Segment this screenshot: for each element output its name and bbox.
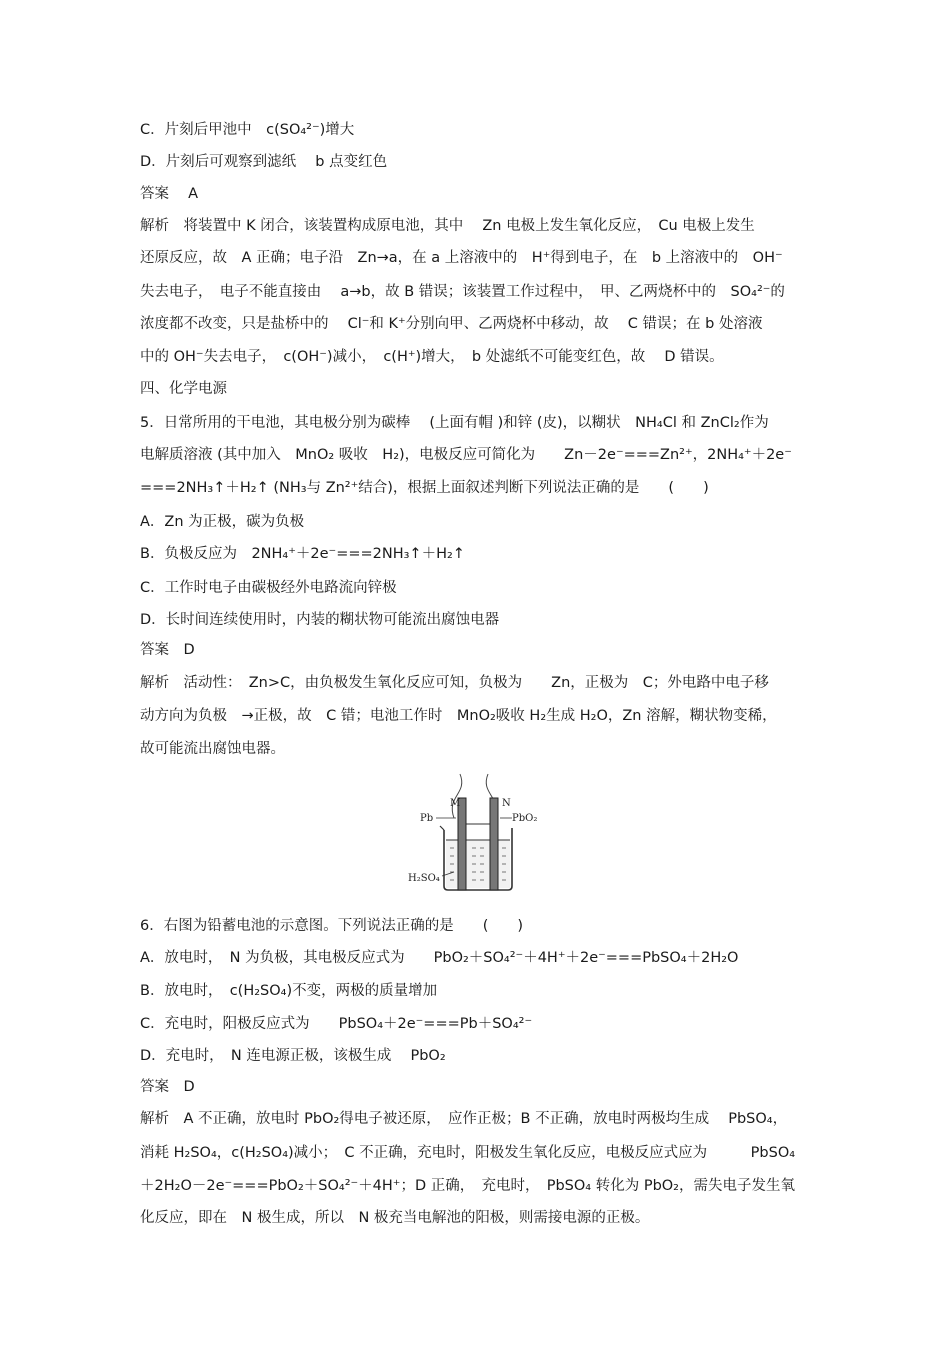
option-c-q5: C．工作时电子由碳极经外电路流向锌极 <box>140 580 397 596</box>
label-pb: Pb <box>420 813 434 824</box>
explanation-q5-line2: 动方向为负极 →正极，故 C 错；电池工作时 MnO₂吸收 H₂生成 H₂O，Zn 溶解，糊状物变稀， <box>140 708 777 724</box>
option-c-q4: C．片刻后甲池中 c(SO₄²⁻)增大 <box>140 122 355 138</box>
explanation-q4-line3: 失去电子， 电子不能直接由 a→b，故 B 错误；该装置工作过程中， 甲、乙两烧杯中的 SO₄²⁻的 <box>140 284 785 300</box>
question-5-line1: 5．日常所用的干电池，其电极分别为碳棒 (上面有帽 )和锌 (皮)，以糊状 NH₄Cl 和 ZnCl₂作为 <box>140 415 769 431</box>
electrolyte <box>446 840 510 888</box>
option-d-q6: D．充电时， N 连电源正极，该极生成 PbO₂ <box>140 1048 446 1064</box>
option-d-q5: D．长时间连续使用时，内装的糊状物可能流出腐蚀电器 <box>140 612 500 628</box>
question-5-line3: ===2NH₃↑＋H₂↑ (NH₃与 Zn²⁺结合)，根据上面叙述判断下列说法正确的是 ( ) <box>140 480 709 496</box>
explanation-q5-line1: 解析 活动性： Zn>C，由负极发生氧化反应可知，负极为 Zn，正极为 C；外电路中电子移 <box>140 675 769 691</box>
label-pbo2: PbO₂ <box>512 813 538 824</box>
option-d-q4: D．片刻后可观察到滤纸 b 点变红色 <box>140 154 388 170</box>
explanation-q4-line5: 中的 OH⁻失去电子， c(OH⁻)减小， c(H⁺)增大， b 处滤纸不可能变红色，故 D 错误。 <box>140 349 724 365</box>
label-n: N <box>502 798 511 809</box>
explanation-q6-line1: 解析 A 不正确，放电时 PbO₂得电子被还原， 应作正极；B 不正确，放电时两极均生成 PbSO₄， <box>140 1111 788 1127</box>
answer-q6: 答案 D <box>140 1079 195 1095</box>
option-a-q6: A．放电时， N 为负极，其电极反应式为 PbO₂＋SO₄²⁻＋4H⁺＋2e⁻===PbSO₄＋2H₂O <box>140 950 739 966</box>
explanation-q6-line4: 化反应，即在 N 极生成，所以 N 极充当电解池的阳极，则需接电源的正极。 <box>140 1210 650 1226</box>
answer-q5: 答案 D <box>140 642 195 658</box>
explanation-q4-line1: 解析 将装置中 K 闭合，该装置构成原电池，其中 Zn 电极上发生氧化反应， Cu 电极上发生 <box>140 218 755 234</box>
answer-q4: 答案 A <box>140 186 199 202</box>
option-c-q6: C．充电时，阳极反应式为 PbSO₄＋2e⁻===Pb＋SO₄²⁻ <box>140 1016 533 1032</box>
question-5-line2: 电解质溶液 (其中加入 MnO₂ 吸收 H₂)，电极反应可简化为 Zn－2e⁻===Zn²⁺，2NH₄⁺＋2e⁻ <box>140 447 792 463</box>
electrode-n <box>490 798 498 890</box>
question-6: 6．右图为铅蓄电池的示意图。下列说法正确的是 ( ) <box>140 918 524 934</box>
explanation-q6-line3: ＋2H₂O－2e⁻===PbO₂＋SO₄²⁻＋4H⁺；D 正确， 充电时， PbSO₄ 转化为 PbO₂，需失电子发生氧 <box>140 1178 795 1194</box>
label-h2so4: H₂SO₄ <box>408 873 440 884</box>
lead-acid-battery-figure <box>406 768 546 894</box>
explanation-q4-line4: 浓度都不改变，只是盐桥中的 Cl⁻和 K⁺分别向甲、乙两烧杯中移动，故 C 错误；在 b 处溶液 <box>140 316 763 332</box>
explanation-q4-line2: 还原反应，故 A 正确；电子沿 Zn→a，在 a 上溶液中的 H⁺得到电子，在 b 上溶液中的 OH⁻ <box>140 250 783 266</box>
electrode-m <box>458 798 466 890</box>
explanation-q5-line3: 故可能流出腐蚀电器。 <box>140 741 285 757</box>
label-m: M <box>450 798 461 809</box>
lead-acid-battery-diagram <box>406 768 546 894</box>
option-b-q6: B．放电时， c(H₂SO₄)不变，两极的质量增加 <box>140 983 438 999</box>
option-b-q5: B．负极反应为 2NH₄⁺＋2e⁻===2NH₃↑＋H₂↑ <box>140 546 465 562</box>
option-a-q5: A．Zn 为正极，碳为负极 <box>140 514 305 530</box>
section-heading: 四、化学电源 <box>140 381 227 397</box>
explanation-q6-line2: 消耗 H₂SO₄，c(H₂SO₄)减小； C 不正确，充电时，阳极发生氧化反应，电极反应式应为 PbSO₄ <box>140 1145 796 1161</box>
